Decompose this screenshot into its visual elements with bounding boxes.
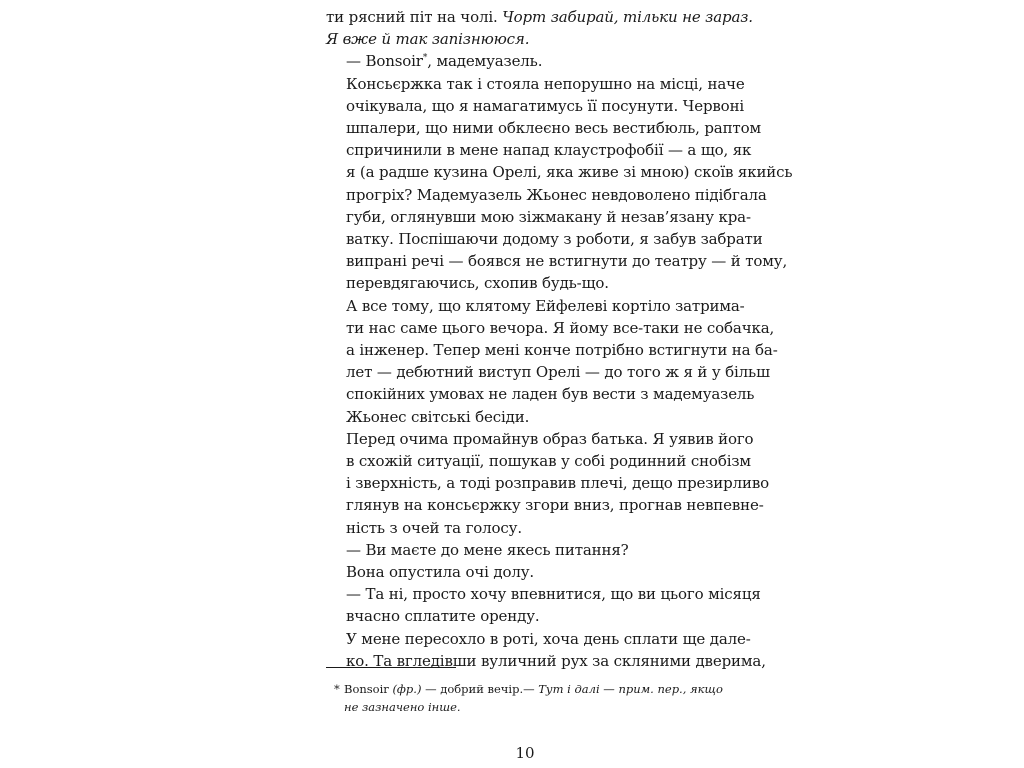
line: спричинили в мене напад клаустрофобії — а що, як: [346, 141, 752, 160]
line: — Та ні, просто хочу впевнитися, що ви цього місяця: [346, 585, 761, 604]
line: — Bonsoir*, мадемуазель.: [346, 52, 543, 71]
line: ність з очей та голосу.: [346, 518, 522, 537]
line: вчасно сплатите оренду.: [346, 607, 540, 626]
line: Жьонес світські бесіди.: [346, 407, 530, 426]
footnote-star: *: [334, 682, 340, 696]
footnote: [326, 680, 724, 716]
line: очікувала, що я намагатимусь її посунути. Червоні: [346, 96, 745, 115]
paragraph-6: [326, 539, 724, 561]
line: перевдягаючись, схопив будь-що.: [346, 274, 609, 293]
line: а інженер. Тепер мені конче потрібно встигнути на ба-: [346, 341, 778, 360]
line: Вона опустила очі долу.: [346, 563, 535, 582]
line: шпалери, що ними обклеєно весь вестибюль, раптом: [346, 119, 761, 138]
paragraph-3: [326, 73, 793, 295]
line: А все тому, що клятому Ейфелеві кортіло затрима-: [346, 296, 745, 315]
line: У мене пересохло в роті, хоча день сплати ще дале-: [346, 629, 751, 648]
paragraph-8: [326, 583, 761, 627]
body-text: [326, 6, 793, 672]
footnote-note-cont: не зазначено інше.: [344, 700, 461, 714]
line: лет — дебютний виступ Орелі — до того ж я й у більш: [346, 363, 770, 382]
line: глянув на консьєржку згори вниз, прогнав невпевне-: [346, 496, 764, 515]
footnote-note: Тут і далі — прим. пер., якщо: [538, 682, 723, 696]
paragraph-4: [326, 295, 778, 428]
paragraph-2: [326, 50, 724, 72]
line: випрані речі — боявся не встигнути до театру — й тому,: [346, 252, 788, 271]
line: я (а радше кузина Орелі, яка живе зі мною) скоїв якийсь: [346, 163, 793, 182]
paragraph-5: [326, 428, 770, 539]
footnote-marker: *: [422, 53, 428, 64]
line: ти нас саме цього вечора. Я йому все-таки не собачка,: [346, 318, 775, 337]
line: Консьєржка так і стояла непорушно на місці, наче: [346, 74, 745, 93]
italic-thought: Чорт забирай, тільки не зараз.: [502, 8, 753, 26]
line: ти рясний піт на чолі. Чорт забирай, тільки не зараз.: [326, 8, 753, 26]
line: прогріх? Мадемуазель Жьонес невдоволено підібгала: [346, 185, 767, 204]
line: в схожій ситуації, пошукав у собі родинний снобізм: [346, 452, 751, 471]
italic-thought-line: Я вже й так запізнююся.: [326, 30, 530, 49]
line: ватку. Поспішаючи додому з роботи, я забув забрати: [346, 230, 763, 249]
paragraph-9: [326, 628, 766, 672]
line: ко. Та вгледівши вуличний рух за скляними дверима,: [346, 651, 766, 670]
line: губи, оглянувши мою зіжмакану й незав’язану кра-: [346, 207, 751, 226]
paragraph-1: [326, 6, 753, 50]
paragraph-7: [326, 561, 724, 583]
page-number: 10: [515, 744, 535, 762]
footnote-meaning: — добрий вечір.—: [421, 682, 539, 696]
line: — Ви маєте до мене якесь питання?: [346, 540, 629, 559]
footnote-rule: [326, 667, 456, 668]
footnote-term: Bonsoir: [344, 682, 393, 696]
line: і зверхність, а тоді розправив плечі, дещо презирливо: [346, 474, 770, 493]
line: спокійних умовах не ладен був вести з мадемуазель: [346, 385, 755, 404]
line: Перед очима промайнув образ батька. Я уявив його: [346, 429, 754, 448]
footnote-lang: (фр.): [392, 682, 422, 696]
